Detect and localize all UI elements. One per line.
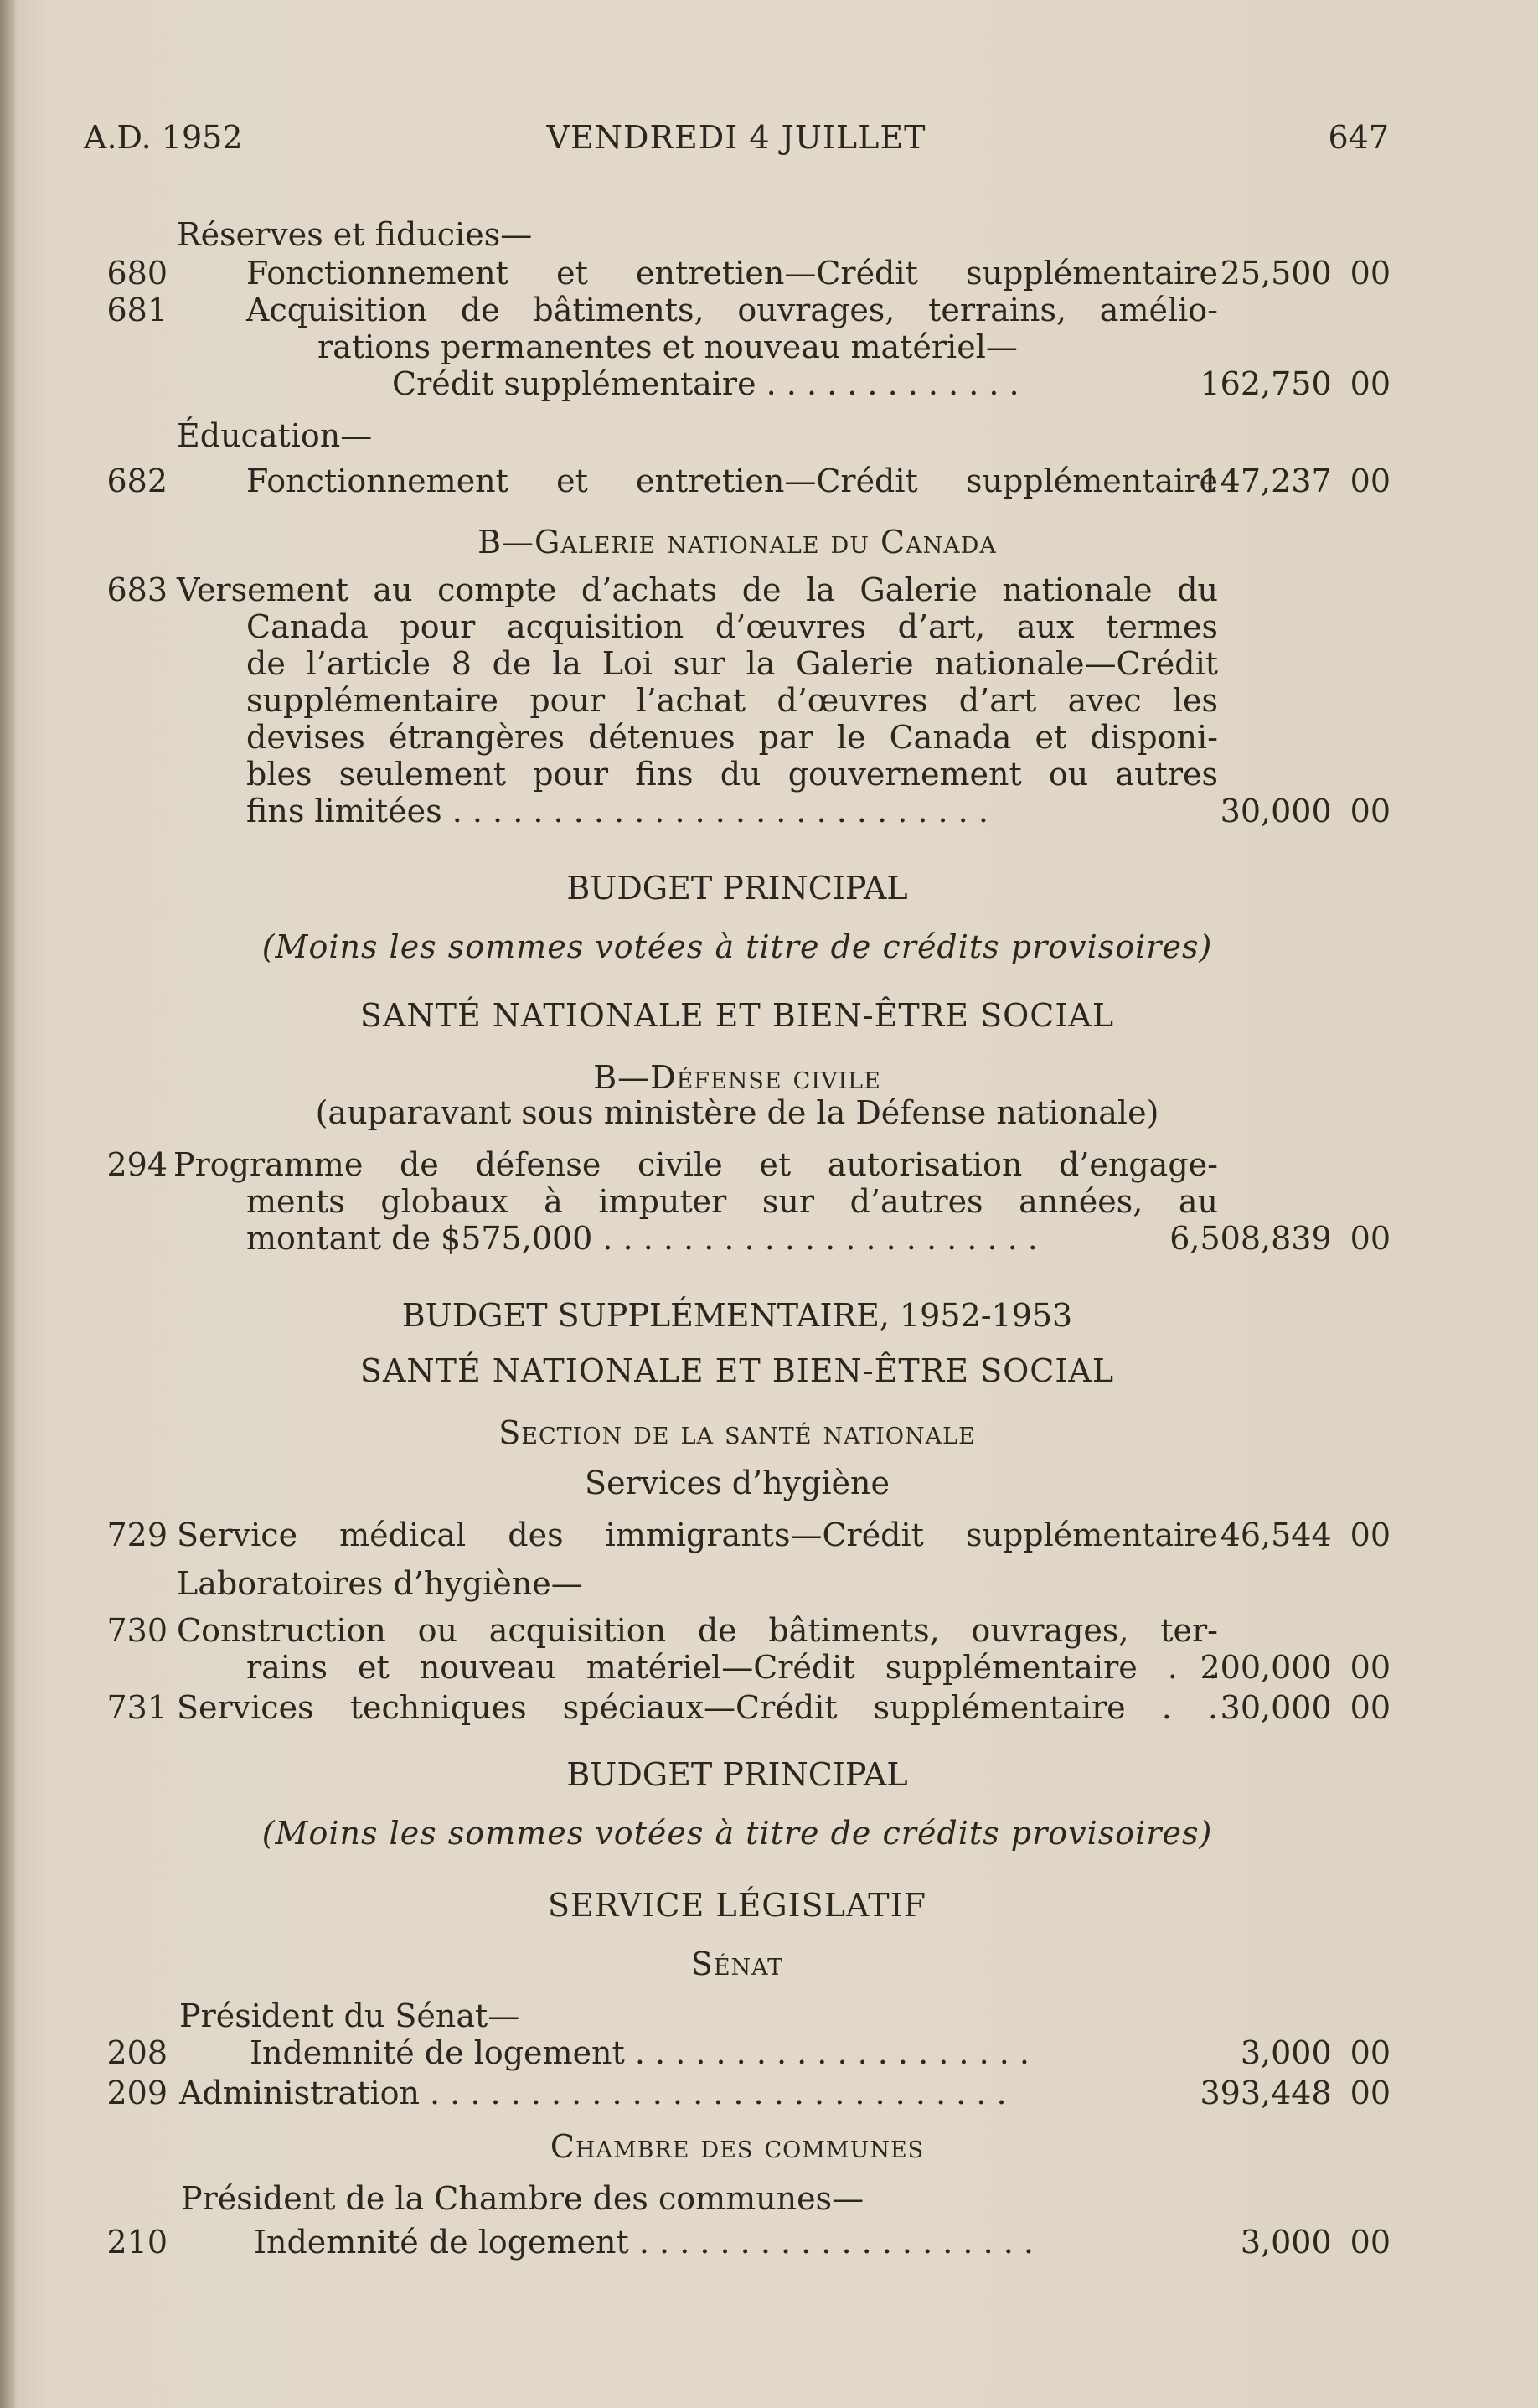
vote-number: 210 (106, 2224, 168, 2261)
heading-budget-principal: BUDGET PRINCIPAL (566, 870, 908, 907)
vote-description: Fonctionnement et entretien—Crédit supplémentaire (246, 255, 1218, 292)
vote-description: Fonctionnement et entretien—Crédit supplémentaire (246, 462, 1218, 499)
vote-description-line: rations permanentes et nouveau matériel— (317, 328, 1018, 365)
book-spine (0, 0, 15, 2408)
vote-description: Indemnité de logement . . . . . . . . . . . . . . . . . . . . (254, 2224, 1034, 2261)
vote-description-line: Programme de défense civile et autorisation d’engage- (173, 1146, 1218, 1183)
section-heading (84, 1565, 1391, 1604)
vote-row-294 (84, 1146, 1391, 1185)
heading-education: Éducation— (177, 417, 373, 454)
vote-row-729 (84, 1517, 1391, 1555)
heading-budget-supplementaire: BUDGET SUPPLÉMENTAIRE, 1952-1953 (401, 1297, 1073, 1334)
vote-number: 208 (106, 2034, 168, 2071)
vote-number: 681 (106, 292, 168, 328)
heading-sante-nationale: Section de la santé nationale (498, 1414, 976, 1451)
vote-description-line: Acquisition de bâtiments, ouvrages, terrains, amélio- (246, 292, 1218, 328)
vote-row-730 (84, 1612, 1391, 1651)
vote-amount: 162,750 00 (1200, 365, 1391, 402)
vote-number: 294 (106, 1146, 168, 1183)
heading-ministry: SANTÉ NATIONALE ET BIEN-ÊTRE SOCIAL (359, 997, 1115, 1034)
vote-row-209 (84, 2075, 1391, 2113)
section-heading (84, 2180, 1391, 2219)
vote-description-line: Versement au compte d’achats de la Galerie nationale du (177, 571, 1218, 608)
heading-senat: Sénat (690, 1946, 784, 1982)
heading-service-legislatif: SERVICE LÉGISLATIF (547, 1887, 927, 1924)
vote-number: 683 (106, 571, 168, 608)
vote-description: Administration . . . . . . . . . . . . . . . . . . . . . . . . . . . . . (179, 2075, 1007, 2111)
vote-description-line: rains et nouveau matériel—Crédit supplémentaire . . (246, 1649, 1218, 1686)
vote-description-line: Canada pour acquisition d’œuvres d’art, aux termes (246, 608, 1218, 645)
vote-row-683-cont (84, 793, 1391, 831)
vote-description: Services techniques spéciaux—Crédit supplémentaire . . (177, 1689, 1218, 1726)
vote-row-294-cont (84, 1220, 1391, 1258)
section-heading (84, 1997, 1391, 2036)
heading-chambre-communes: Chambre des communes (550, 2128, 925, 2165)
vote-amount: 30,000 00 (1220, 793, 1391, 829)
vote-row-683 (84, 571, 1391, 610)
heading-defense-civile: B—Défense civile (593, 1059, 881, 1096)
vote-number: 729 (106, 1517, 168, 1553)
vote-description: Indemnité de logement . . . . . . . . . . . . . . . . . . . . (250, 2034, 1030, 2071)
vote-row-681-cont (84, 328, 1391, 367)
vote-number: 731 (106, 1689, 168, 1726)
subheading-provisional: (Moins les sommes votées à titre de crédits provisoires) (261, 1815, 1213, 1852)
vote-description-line: bles seulement pour fins du gouvernement ou autres (246, 756, 1218, 793)
vote-description: Service médical des immigrants—Crédit supplémentaire (177, 1517, 1218, 1553)
header-page-number: 647 (1328, 119, 1389, 156)
section-heading (84, 216, 1391, 255)
heading-ministry: SANTÉ NATIONALE ET BIEN-ÊTRE SOCIAL (359, 1352, 1115, 1389)
vote-amount: 30,000 00 (1220, 1689, 1391, 1726)
vote-description-line: ments globaux à imputer sur d’autres années, au (246, 1183, 1218, 1220)
vote-row-208 (84, 2034, 1391, 2073)
vote-number: 730 (106, 1612, 168, 1649)
vote-description-line: Construction ou acquisition de bâtiments, ouvrages, ter- (177, 1612, 1218, 1649)
vote-number: 680 (106, 255, 168, 292)
header-date: VENDREDI 4 JUILLET (546, 119, 926, 156)
vote-amount: 25,500 00 (1220, 255, 1391, 292)
vote-description-line: montant de $575,000 . . . . . . . . . . . . . . . . . . . . . . (246, 1220, 1038, 1257)
vote-amount: 3,000 00 (1240, 2034, 1391, 2071)
vote-row-681 (84, 292, 1391, 330)
vote-amount: 200,000 00 (1200, 1649, 1391, 1686)
vote-row-294-cont (84, 1183, 1391, 1222)
vote-number: 209 (106, 2075, 168, 2111)
vote-amount: 147,237 00 (1200, 462, 1391, 499)
vote-row-731 (84, 1689, 1391, 1728)
vote-amount: 46,544 00 (1220, 1517, 1391, 1553)
vote-amount: 6,508,839 00 (1169, 1220, 1391, 1257)
vote-amount: 393,448 00 (1200, 2075, 1391, 2111)
heading-president-senat: Président du Sénat— (179, 1997, 520, 2034)
section-note: (auparavant sous ministère de la Défense nationale) (315, 1094, 1159, 1131)
heading-budget-principal: BUDGET PRINCIPAL (566, 1756, 908, 1793)
vote-description-line: fins limitées . . . . . . . . . . . . . . . . . . . . . . . . . . . (246, 793, 988, 829)
vote-row-730-cont (84, 1649, 1391, 1687)
vote-row-683-cont (84, 682, 1391, 721)
vote-row-681-cont (84, 365, 1391, 404)
vote-row-683-cont (84, 756, 1391, 794)
vote-description-line: Crédit supplémentaire . . . . . . . . . . . . . (392, 365, 1019, 402)
vote-row-680 (84, 255, 1391, 293)
vote-row-210 (84, 2224, 1391, 2262)
section-heading (84, 417, 1391, 456)
heading-reserves: Réserves et fiducies— (177, 216, 533, 253)
subheading-provisional: (Moins les sommes votées à titre de crédits provisoires) (261, 928, 1213, 965)
vote-row-683-cont (84, 608, 1391, 647)
vote-amount: 3,000 00 (1240, 2224, 1391, 2261)
heading-laboratoires: Laboratoires d’hygiène— (177, 1565, 583, 1602)
heading-galerie: B—Galerie nationale du Canada (477, 524, 997, 561)
vote-row-683-cont (84, 719, 1391, 757)
vote-row-683-cont (84, 645, 1391, 684)
running-header (84, 119, 1389, 161)
vote-description-line: devises étrangères détenues par le Canada et disponi- (246, 719, 1218, 756)
vote-description-line: supplémentaire pour l’achat d’œuvres d’art avec les (246, 682, 1218, 719)
heading-services-hygiene: Services d’hygiène (585, 1465, 890, 1501)
header-year: A.D. 1952 (84, 119, 243, 156)
vote-row-682 (84, 462, 1391, 501)
vote-description-line: de l’article 8 de la Loi sur la Galerie nationale—Crédit (246, 645, 1218, 682)
vote-number: 682 (106, 462, 168, 499)
heading-president-chambre: Président de la Chambre des communes— (181, 2180, 864, 2217)
